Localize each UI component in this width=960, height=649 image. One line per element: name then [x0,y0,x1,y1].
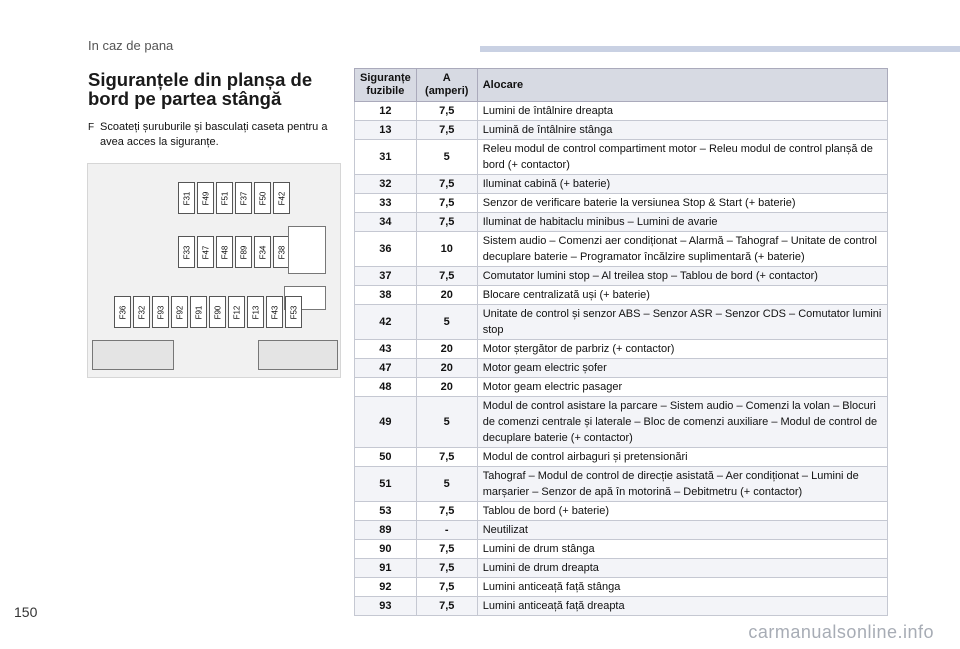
allocation: Releu modul de control compartiment motor – Releu modul de control planșă de bord (+ contactor) [477,140,887,175]
allocation: Modul de control asistare la parcare – Sistem audio – Comenzi la volan – Blocuri de comenzi centrale și laterale – Bloc de comenzi auxiliare – Modul de control de decuplare baterie (+ contactor) [477,397,887,448]
fuse-label: F42 [276,191,286,205]
fuse-f53 [285,296,302,328]
fuse-number: 37 [355,267,417,286]
fuse-number: 36 [355,232,417,267]
amperage: 5 [416,397,477,448]
table-row [355,305,888,340]
table-row [355,559,888,578]
amperage: 7,5 [416,578,477,597]
allocation: Neutilizat [477,521,887,540]
allocation: Unitate de control și senzor ABS – Senzor ASR – Senzor CDS – Comutator lumini stop [477,305,887,340]
fuse-label: F43 [269,305,279,319]
fuse-row-1 [178,182,292,214]
table-row [355,578,888,597]
fuse-label: F47 [200,245,210,259]
header-bar [480,46,960,52]
fuse-number: 34 [355,213,417,232]
fuse-f13 [247,296,264,328]
fuse-label: F93 [155,305,165,319]
fuse-f47 [197,236,214,268]
fuse-number: 90 [355,540,417,559]
fuse-label: F92 [174,305,184,319]
table-row [355,397,888,448]
page-number: 150 [14,604,38,620]
fuse-number: 38 [355,286,417,305]
fuse-label: F53 [288,305,298,319]
table-row [355,448,888,467]
fuse-number: 33 [355,194,417,213]
amperage: 7,5 [416,194,477,213]
fuse-label: F37 [238,191,248,205]
relay-slot [288,226,326,274]
fuse-number: 93 [355,597,417,616]
amperage: - [416,521,477,540]
fuse-f34 [254,236,271,268]
page-title: Siguranțele din planșa de bord pe partea stângă [88,69,313,109]
allocation: Iluminat cabină (+ baterie) [477,175,887,194]
table-row [355,232,888,267]
table-row [355,140,888,175]
table-row [355,267,888,286]
table-row [355,121,888,140]
allocation: Lumină de întâlnire stânga [477,121,887,140]
fuse-label: F34 [257,245,267,259]
fuse-f51 [216,182,233,214]
table-row [355,467,888,502]
amperage: 10 [416,232,477,267]
allocation: Lumini anticeață față dreapta [477,597,887,616]
allocation: Lumini de drum dreapta [477,559,887,578]
table-row [355,521,888,540]
watermark: carmanualsonline.info [748,622,934,642]
table-row [355,359,888,378]
bullet-icon: F [88,122,95,133]
fuse-f32 [133,296,150,328]
amperage: 7,5 [416,121,477,140]
allocation: Motor geam electric pasager [477,378,887,397]
fuse-f33 [178,236,195,268]
fuse-number: 42 [355,305,417,340]
fuse-f48 [216,236,233,268]
header-amps: A (amperi) [416,69,477,102]
instruction [88,120,338,150]
fuse-label: F48 [219,245,229,259]
fuse-label: F50 [257,191,267,205]
fuse-f50 [254,182,271,214]
table-row [355,213,888,232]
amperage: 7,5 [416,540,477,559]
table-row [355,194,888,213]
fuse-label: F90 [212,305,222,319]
fuse-f89 [235,236,252,268]
fuse-number: 53 [355,502,417,521]
allocation: Modul de control airbaguri și pretensionări [477,448,887,467]
fuse-number: 50 [355,448,417,467]
allocation: Lumini de întâlnire dreapta [477,102,887,121]
table-row [355,597,888,616]
table-row [355,540,888,559]
allocation: Tablou de bord (+ baterie) [477,502,887,521]
amperage: 7,5 [416,448,477,467]
amperage: 7,5 [416,559,477,578]
instruction-text: Scoateți șuruburile și basculați caseta pentru a avea acces la siguranțe. [100,121,328,148]
amperage: 7,5 [416,213,477,232]
header-allocation: Alocare [477,69,887,102]
fuse-label: F38 [276,245,286,259]
fuse-f31 [178,182,195,214]
fuse-f42 [273,182,290,214]
fuse-number: 92 [355,578,417,597]
fuse-label: F36 [117,305,127,319]
allocation: Iluminat de habitaclu minibus – Lumini de avarie [477,213,887,232]
allocation: Sistem audio – Comenzi aer condiționat – Alarmă – Tahograf – Unitate de control decuplare baterie – Programator încălzire suplimentară (+ baterie) [477,232,887,267]
fuse-number: 32 [355,175,417,194]
connector-strip [258,340,338,370]
table-row [355,340,888,359]
fuse-label: F89 [238,245,248,259]
amperage: 20 [416,378,477,397]
amperage: 20 [416,359,477,378]
allocation: Comutator lumini stop – Al treilea stop – Tablou de bord (+ contactor) [477,267,887,286]
section-header: In caz de pana [88,38,174,53]
fuse-number: 51 [355,467,417,502]
fuse-row-3 [114,296,304,328]
fuse-label: F33 [181,245,191,259]
fuse-f43 [266,296,283,328]
connector-strip [92,340,174,370]
fuse-number: 89 [355,521,417,540]
amperage: 7,5 [416,597,477,616]
amperage: 20 [416,340,477,359]
table-row [355,286,888,305]
fuse-f92 [171,296,188,328]
fuse-f12 [228,296,245,328]
fuse-box-diagram [87,163,341,378]
allocation: Lumini de drum stânga [477,540,887,559]
fuse-table [354,68,888,616]
table-row [355,378,888,397]
fuse-number: 91 [355,559,417,578]
fuse-f91 [190,296,207,328]
fuse-f93 [152,296,169,328]
fuse-label: F51 [219,191,229,205]
fuse-label: F91 [193,305,203,319]
allocation: Motor geam electric șofer [477,359,887,378]
fuse-number: 48 [355,378,417,397]
fuse-label: F12 [231,305,241,319]
fuse-number: 12 [355,102,417,121]
header-fuse: Siguranțe fuzibile [355,69,417,102]
fuse-number: 47 [355,359,417,378]
allocation: Blocare centralizată uși (+ baterie) [477,286,887,305]
fuse-f49 [197,182,214,214]
table-row [355,502,888,521]
fuse-row-2 [178,236,292,268]
allocation: Tahograf – Modul de control de direcție asistată – Aer condiționat – Lumini de marșarier – Senzor de apă în motorină – Debitmetru (+ contactor) [477,467,887,502]
fuse-label: F49 [200,191,210,205]
amperage: 7,5 [416,102,477,121]
table-row [355,102,888,121]
amperage: 20 [416,286,477,305]
fuse-number: 49 [355,397,417,448]
fuse-label: F32 [136,305,146,319]
amperage: 7,5 [416,175,477,194]
amperage: 7,5 [416,502,477,521]
fuse-number: 43 [355,340,417,359]
fuse-label: F31 [181,191,191,205]
allocation: Motor ștergător de parbriz (+ contactor) [477,340,887,359]
fuse-f36 [114,296,131,328]
amperage: 5 [416,305,477,340]
allocation: Senzor de verificare baterie la versiunea Stop & Start (+ baterie) [477,194,887,213]
fuse-number: 31 [355,140,417,175]
fuse-label: F13 [250,305,260,319]
table-row [355,175,888,194]
allocation: Lumini anticeață față stânga [477,578,887,597]
amperage: 5 [416,467,477,502]
fuse-number: 13 [355,121,417,140]
fuse-f90 [209,296,226,328]
fuse-f37 [235,182,252,214]
amperage: 7,5 [416,267,477,286]
amperage: 5 [416,140,477,175]
